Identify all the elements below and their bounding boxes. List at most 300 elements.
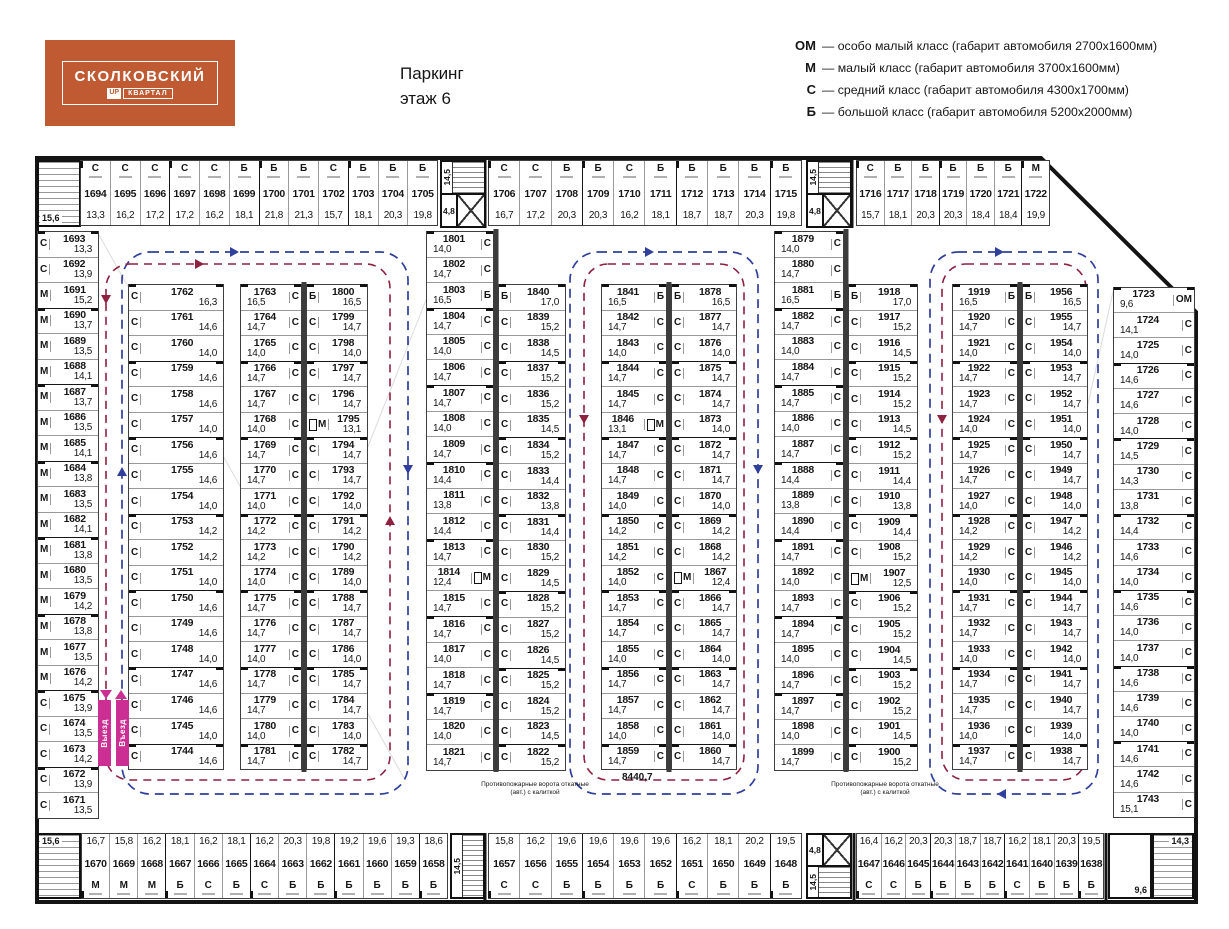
stall-mark xyxy=(481,547,482,558)
stall-mark xyxy=(683,522,684,533)
parking-group-col-d-left xyxy=(601,284,667,770)
stall-mark xyxy=(49,749,50,760)
stall-mark xyxy=(1034,496,1035,507)
parking-space-1919: 1919 16,5 Б xyxy=(953,285,1017,310)
stall-mark xyxy=(481,367,482,378)
stall-mark xyxy=(654,445,655,456)
parking-space-1650: 18,1 1650 Б xyxy=(707,834,738,898)
parking-space-1805: 1805 14,0 С xyxy=(427,334,493,360)
parking-space-1929: 1929 14,2 С xyxy=(953,539,1017,565)
parking-space-1789: С 1789 14,0 xyxy=(307,565,367,591)
stall-mark xyxy=(683,700,684,711)
parking-space-1864: С 1864 14,0 xyxy=(672,641,736,667)
elevator-top-mid1 xyxy=(442,193,484,226)
parking-space-1908: С 1908 15,2 xyxy=(849,540,917,566)
stall-mark xyxy=(1005,598,1006,609)
parking-space-1783: С 1783 14,0 xyxy=(307,718,367,744)
class-letter: С xyxy=(851,444,859,456)
class-letter: Б xyxy=(270,163,278,174)
class-letter: С xyxy=(501,368,509,380)
parking-space-1900: С 1900 15,2 xyxy=(849,744,917,770)
class-letter: С xyxy=(656,469,664,481)
parking-space-1865: С 1865 14,7 xyxy=(672,616,736,642)
stall-mark xyxy=(1005,343,1006,354)
parking-space-1731: 1731 13,8 С xyxy=(1114,489,1194,514)
class-letter: С xyxy=(309,750,317,762)
stall-mark xyxy=(654,624,655,635)
parking-space-1943: С 1943 14,7 xyxy=(1023,616,1087,642)
class-letter: Б xyxy=(373,879,381,891)
stall-mark xyxy=(1005,547,1006,558)
stall-mark xyxy=(860,548,861,559)
class-letter: С xyxy=(40,799,48,811)
stall-mark xyxy=(748,893,761,895)
parking-space-1708: Б 1708 20,3 xyxy=(551,161,582,225)
parking-space-1875: С 1875 14,7 xyxy=(672,361,736,387)
parking-space-1743: 1743 15,1 С xyxy=(1114,792,1194,817)
parking-space-1655: 19,6 1655 Б xyxy=(551,834,582,898)
parking-space-1851: 1851 14,2 С xyxy=(602,539,666,565)
stall-mark xyxy=(860,292,861,303)
class-letter: С xyxy=(131,648,139,660)
stall-mark xyxy=(481,470,482,481)
parking-space-1852: 1852 14,0 С xyxy=(602,565,666,591)
class-letter: С xyxy=(1007,521,1015,533)
stall-mark xyxy=(592,893,605,895)
parking-space-1676: М 1676 14,2 xyxy=(38,665,98,691)
stall-mark xyxy=(1005,292,1006,303)
parking-space-1813: 1813 14,7 С xyxy=(427,539,493,565)
stall-mark xyxy=(328,419,329,430)
stall-mark xyxy=(831,727,832,738)
class-letter: С xyxy=(833,469,841,481)
class-letter: С xyxy=(674,316,682,328)
class-letter: С xyxy=(1184,748,1192,760)
class-letter: С xyxy=(656,342,664,354)
stall-mark xyxy=(1011,893,1024,895)
parking-space-1827: С 1827 15,2 xyxy=(499,617,565,643)
parking-space-1660: 19,6 1660 Б xyxy=(363,834,391,898)
class-letter: М xyxy=(40,672,49,684)
stall-mark xyxy=(654,470,655,481)
stall-mark xyxy=(683,368,684,379)
parking-space-1741: 1741 14,6 С xyxy=(1114,741,1194,766)
class-letter: Б xyxy=(401,879,409,891)
stall-mark xyxy=(592,176,605,178)
parking-space-1781: 1781 14,7 С xyxy=(241,744,301,770)
stall-mark xyxy=(318,624,319,635)
class-letter: С xyxy=(851,598,859,610)
class-letter: С xyxy=(1007,418,1015,430)
parking-space-1890: 1890 14,4 С xyxy=(775,513,843,539)
class-letter: С xyxy=(1025,469,1033,481)
class-letter: Б xyxy=(782,879,790,891)
parking-space-1948: С 1948 14,0 xyxy=(1023,488,1087,514)
class-letter: М xyxy=(40,646,49,658)
stall-mark xyxy=(831,547,832,558)
fire-gate-label-1: Противопожарные ворота откатные (авт.) с калиткой xyxy=(481,781,589,796)
parking-space-1837: С 1837 15,2 xyxy=(499,361,565,387)
stall-mark xyxy=(685,176,698,178)
stall-mark xyxy=(1005,522,1006,533)
stall-mark xyxy=(1029,176,1042,178)
stall-mark xyxy=(289,751,290,762)
parking-space-1847: 1847 14,7 С xyxy=(602,437,666,463)
parking-space-1699: Б 1699 18,1 xyxy=(229,161,259,225)
parking-space-1689: М 1689 13,5 xyxy=(38,333,98,359)
stall-mark xyxy=(862,893,875,895)
parking-space-1871: С 1871 14,7 xyxy=(672,463,736,489)
parking-space-1658: 18,6 1658 Б xyxy=(419,834,447,898)
stall-mark xyxy=(318,292,319,303)
stall-mark xyxy=(357,176,370,178)
parking-space-1786: С 1786 14,0 xyxy=(307,641,367,667)
stairs-icon xyxy=(818,867,850,897)
class-letter: ОМ xyxy=(1175,294,1192,306)
parking-space-1721: Б 1721 18,4 xyxy=(994,161,1022,225)
parking-space-1931: 1931 14,7 С xyxy=(953,590,1017,616)
stall-mark xyxy=(327,176,340,178)
class-letter: С xyxy=(309,367,317,379)
parking-space-1653: 19,6 1653 Б xyxy=(613,834,644,898)
stall-mark xyxy=(1034,470,1035,481)
class-letter: С xyxy=(851,751,859,763)
parking-space-1776: 1776 14,7 С xyxy=(241,616,301,642)
stall-mark xyxy=(510,701,511,712)
class-letter: Б xyxy=(483,289,491,301)
stall-mark xyxy=(831,444,832,455)
class-letter: С xyxy=(483,726,491,738)
class-letter: С xyxy=(1007,699,1015,711)
stall-mark xyxy=(140,522,141,533)
staircase-bottom-right xyxy=(1152,833,1194,899)
service-room-bottom-right xyxy=(1108,833,1152,899)
parking-space-1662: 19,8 1662 Б xyxy=(306,834,334,898)
stall-mark xyxy=(481,290,482,301)
parking-space-1681: М 1681 13,8 xyxy=(38,537,98,563)
parking-space-1849: 1849 14,0 С xyxy=(602,488,666,514)
class-letter: Б xyxy=(345,879,353,891)
parking-group-col-e-left xyxy=(774,231,844,771)
stall-mark xyxy=(860,650,861,661)
stall-mark xyxy=(510,727,511,738)
class-letter: С xyxy=(674,623,682,635)
class-letter: Б xyxy=(429,879,438,891)
parking-space-1712: Б 1712 18,7 xyxy=(676,161,707,225)
class-letter: С xyxy=(851,726,859,738)
parking-space-1822: С 1822 15,2 xyxy=(499,744,565,770)
parking-space-1878: Б 1878 16,5 xyxy=(672,285,736,310)
class-letter: С xyxy=(309,342,317,354)
stall-mark xyxy=(683,343,684,354)
stall-mark xyxy=(1182,547,1183,558)
parking-space-1823: С 1823 14,5 xyxy=(499,719,565,745)
class-letter: С xyxy=(1184,622,1192,634)
class-letter: С xyxy=(483,264,491,275)
stall-mark xyxy=(860,701,861,712)
parking-group-right-col xyxy=(1113,287,1195,818)
parking-space-1809: 1809 14,7 С xyxy=(427,436,493,462)
parking-group-col-f-right xyxy=(1022,284,1088,770)
parking-space-1826: С 1826 14,5 xyxy=(499,642,565,668)
stall-mark xyxy=(831,419,832,430)
parking-space-1945: С 1945 14,0 xyxy=(1023,565,1087,591)
legend-text: — средний класс (габарит автомобиля 4300х1700мм) xyxy=(822,83,1129,97)
class-letter: С xyxy=(1007,316,1015,328)
legend-code: ОМ xyxy=(795,38,816,53)
class-letter: С xyxy=(656,444,664,456)
parking-space-1682: М 1682 14,1 xyxy=(38,512,98,538)
class-letter: С xyxy=(501,623,509,635)
parking-space-1814: 1814 12,4 М xyxy=(427,565,493,591)
class-letter: С xyxy=(260,879,269,891)
class-letter: С xyxy=(656,572,664,584)
stall-mark xyxy=(1182,522,1183,533)
stall-mark xyxy=(1005,445,1006,456)
parking-space-1835: С 1835 14,5 xyxy=(499,412,565,438)
class-letter: М xyxy=(40,544,49,556)
stall-mark xyxy=(683,726,684,737)
class-letter: С xyxy=(131,367,139,379)
stall-mark xyxy=(140,368,141,379)
stall-mark xyxy=(481,650,482,661)
class-letter: С xyxy=(1007,572,1015,584)
class-letter: С xyxy=(833,546,841,558)
stall-mark xyxy=(289,598,290,609)
parking-space-1714: Б 1714 20,3 xyxy=(738,161,769,225)
stall-mark xyxy=(289,547,290,558)
class-letter: Б xyxy=(501,291,509,303)
parking-space-1831: С 1831 14,4 xyxy=(499,514,565,540)
parking-space-1808: 1808 14,0 С xyxy=(427,411,493,437)
class-letter: Б xyxy=(176,879,184,891)
parking-space-1723: 1723 9,6 ОМ xyxy=(1114,288,1194,312)
stall-mark xyxy=(50,519,51,530)
small-class-box-icon xyxy=(309,419,317,431)
stall-mark xyxy=(683,751,684,762)
class-letter: С xyxy=(40,748,48,760)
parking-space-1665: 18,1 1665 Б xyxy=(222,834,250,898)
parking-space-1677: М 1677 13,5 xyxy=(38,639,98,665)
stall-mark xyxy=(140,700,141,711)
stall-mark xyxy=(49,698,50,709)
parking-space-1914: С 1914 15,2 xyxy=(849,386,917,412)
stall-mark xyxy=(654,649,655,660)
class-letter: С xyxy=(851,495,859,507)
elevator-area-label: 4,8 xyxy=(443,205,455,216)
stall-mark xyxy=(1002,176,1015,178)
class-letter: С xyxy=(865,879,873,891)
stall-mark xyxy=(318,317,319,328)
stall-mark xyxy=(318,470,319,481)
legend-code: Б xyxy=(806,104,816,119)
class-letter: С xyxy=(483,674,491,686)
stall-mark xyxy=(986,893,999,895)
staircase-area-label: 14,5 xyxy=(808,873,818,891)
parking-space-1924: 1924 14,0 С xyxy=(953,412,1017,438)
stall-mark xyxy=(717,176,730,178)
stall-mark xyxy=(49,724,50,735)
class-letter: С xyxy=(501,316,509,328)
stall-mark xyxy=(145,893,158,895)
parking-space-1880: 1880 14,7 С xyxy=(775,257,843,283)
stall-mark xyxy=(1034,445,1035,456)
class-letter: С xyxy=(151,163,159,174)
class-letter: С xyxy=(656,367,664,379)
legend-code: М xyxy=(805,60,816,75)
class-letter: Б xyxy=(300,163,308,174)
class-letter: С xyxy=(625,163,633,174)
small-class-box-icon xyxy=(851,573,859,585)
class-letter: Б xyxy=(1087,879,1095,891)
class-letter: С xyxy=(833,520,841,532)
class-letter: Б xyxy=(988,879,996,891)
parking-space-1845: 1845 14,7 С xyxy=(602,386,666,412)
staircase-area-label: 14,3 xyxy=(1171,836,1189,846)
stall-mark xyxy=(50,596,51,607)
parking-space-1707: С 1707 17,2 xyxy=(519,161,550,225)
class-letter: Б xyxy=(894,163,902,174)
stall-mark xyxy=(481,624,482,635)
stall-mark xyxy=(1034,522,1035,533)
class-letter: М xyxy=(40,518,49,530)
stall-mark xyxy=(919,176,932,178)
class-letter: С xyxy=(121,163,129,174)
class-letter: Б xyxy=(563,163,571,174)
parking-space-1800: Б 1800 16,5 xyxy=(307,285,367,310)
stall-mark xyxy=(510,752,511,763)
class-letter: С xyxy=(501,751,509,763)
parking-space-1648: 19,5 1648 Б xyxy=(770,834,801,898)
class-letter: С xyxy=(309,674,317,686)
class-letter: С xyxy=(1184,319,1192,331)
stall-mark xyxy=(510,445,511,456)
parking-space-1955: С 1955 14,7 xyxy=(1023,310,1087,336)
class-letter: Б xyxy=(1038,879,1046,891)
parking-space-1802: 1802 14,7 С xyxy=(427,257,493,283)
parking-space-1654: 19,6 1654 Б xyxy=(582,834,613,898)
parking-space-1889: 1889 13,8 С xyxy=(775,488,843,514)
class-letter: С xyxy=(500,163,508,174)
class-letter: С xyxy=(656,546,664,558)
stall-mark xyxy=(318,445,319,456)
stall-mark xyxy=(318,751,319,762)
stall-mark xyxy=(1005,624,1006,635)
stall-mark xyxy=(230,893,243,895)
stall-mark xyxy=(529,176,542,178)
stall-mark xyxy=(1005,700,1006,711)
stall-mark xyxy=(831,470,832,481)
parking-space-1843: 1843 14,0 С xyxy=(602,335,666,361)
class-letter: С xyxy=(501,470,509,482)
class-letter: Б xyxy=(625,879,633,891)
parking-space-1953: С 1953 14,7 xyxy=(1023,361,1087,387)
parking-space-1904: С 1904 14,5 xyxy=(849,642,917,668)
stall-mark xyxy=(117,893,130,895)
stall-mark xyxy=(947,176,960,178)
class-letter: С xyxy=(656,750,664,762)
stall-mark xyxy=(831,573,832,584)
parking-space-1680: М 1680 13,5 xyxy=(38,563,98,589)
stall-mark xyxy=(683,624,684,635)
core-bottom-mid2 xyxy=(806,833,852,899)
class-letter: С xyxy=(309,495,317,507)
legend-text: — большой класс (габарит автомобиля 5200х2000мм) xyxy=(822,105,1133,119)
parking-space-1876: С 1876 14,0 xyxy=(672,335,736,361)
parking-space-1792: С 1792 14,0 xyxy=(307,488,367,514)
stall-mark xyxy=(50,290,51,301)
stall-mark xyxy=(654,496,655,507)
stall-mark xyxy=(481,701,482,712)
stairs-icon xyxy=(818,162,850,193)
stall-mark xyxy=(481,675,482,686)
parking-space-1687: М 1687 13,7 xyxy=(38,384,98,410)
stall-mark xyxy=(498,176,511,178)
stall-mark xyxy=(654,700,655,711)
class-letter: М xyxy=(40,493,49,505)
parking-group-col-b-right xyxy=(306,284,368,770)
class-letter: Б xyxy=(851,291,859,303)
parking-space-1818: 1818 14,7 С xyxy=(427,667,493,693)
class-letter: С xyxy=(501,649,509,661)
stall-mark xyxy=(342,893,355,895)
stall-mark xyxy=(683,649,684,660)
class-letter: М xyxy=(147,879,157,891)
stall-mark xyxy=(1182,774,1183,785)
class-letter: С xyxy=(501,393,509,405)
class-letter: С xyxy=(309,444,317,456)
stall-mark xyxy=(510,573,511,584)
class-letter: М xyxy=(40,595,49,607)
stall-mark xyxy=(289,368,290,379)
stall-mark xyxy=(481,727,482,738)
class-letter: С xyxy=(131,316,139,328)
parking-space-1944: С 1944 14,7 xyxy=(1023,590,1087,616)
parking-space-1638: 19,5 1638 Б xyxy=(1078,834,1103,898)
class-letter: С xyxy=(291,291,299,303)
class-letter: С xyxy=(483,520,491,532)
class-letter: С xyxy=(851,674,859,686)
stall-mark xyxy=(1034,624,1035,635)
class-letter: С xyxy=(131,750,139,762)
parking-space-1819: 1819 14,7 С xyxy=(427,693,493,719)
class-letter: С xyxy=(833,700,841,712)
parking-space-1859: 1859 14,7 С xyxy=(602,744,666,770)
stall-mark xyxy=(860,522,861,533)
stall-mark xyxy=(289,343,290,354)
core-top-mid2 xyxy=(806,160,852,228)
parking-space-1766: 1766 14,7 С xyxy=(241,361,301,387)
stall-mark xyxy=(748,176,761,178)
parking-space-1892: 1892 14,0 С xyxy=(775,565,843,591)
class-letter: С xyxy=(833,597,841,609)
class-letter: М xyxy=(40,442,49,454)
parking-space-1751: С 1751 14,0 xyxy=(129,565,223,591)
parking-space-1745: С 1745 14,0 xyxy=(129,718,223,744)
class-letter: С xyxy=(1025,521,1033,533)
class-letter: С xyxy=(291,342,299,354)
class-letter: С xyxy=(309,597,317,609)
class-letter: С xyxy=(483,341,491,353)
parking-space-1891: 1891 14,7 С xyxy=(775,539,843,565)
class-letter: С xyxy=(1184,344,1192,356)
stall-mark xyxy=(860,471,861,482)
parking-space-1902: С 1902 15,2 xyxy=(849,693,917,719)
stall-mark xyxy=(1182,471,1183,482)
parking-space-1839: С 1839 15,2 xyxy=(499,310,565,336)
parking-space-1744: С 1744 14,6 xyxy=(129,744,223,770)
parking-space-1757: С 1757 14,0 xyxy=(129,412,223,438)
